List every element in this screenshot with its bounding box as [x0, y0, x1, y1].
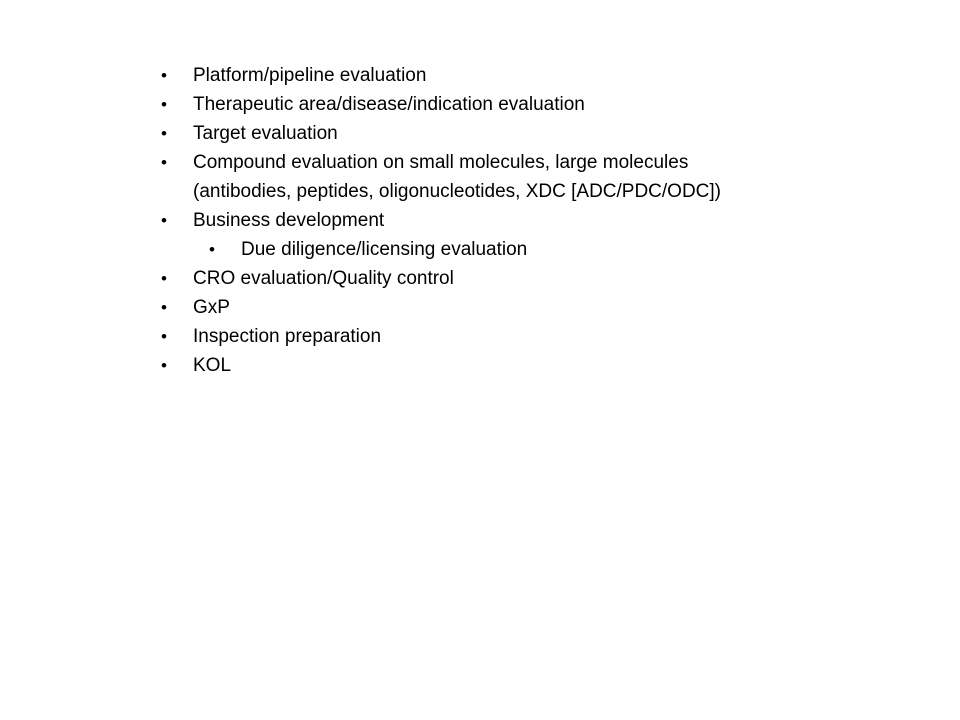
- list-item-business-development: [160, 206, 833, 235]
- bullet-icon: •: [161, 298, 167, 317]
- bullet-icon: •: [161, 95, 167, 114]
- list-item-platform-pipeline: [160, 61, 833, 90]
- bullet-icon: •: [161, 124, 167, 143]
- list-item-text: Therapeutic area/disease/indication evaluation: [193, 94, 585, 115]
- bullet-icon: •: [161, 356, 167, 375]
- list-item-text: Inspection preparation: [193, 326, 382, 347]
- list-item-text: Target evaluation: [193, 123, 338, 144]
- list-item-cro-evaluation: [160, 264, 833, 293]
- list-item-therapeutic-area: [160, 90, 833, 119]
- list-item-text: GxP: [193, 297, 230, 318]
- bullet-list: [160, 61, 841, 380]
- list-item-target-evaluation: [160, 119, 833, 148]
- list-item-gxp: [160, 293, 833, 322]
- bullet-icon: •: [209, 240, 215, 259]
- list-item-inspection-preparation: [160, 322, 833, 351]
- list-item-text-line-2: (antibodies, peptides, oligonucleotides, XDC [ADC/PDC/ODC]): [193, 181, 722, 202]
- list-item-text: Due diligence/licensing evaluation: [241, 239, 528, 260]
- list-item-kol: [160, 351, 833, 380]
- bullet-icon: •: [161, 66, 167, 85]
- bullet-icon: •: [161, 153, 167, 172]
- list-item-text: Platform/pipeline evaluation: [193, 65, 427, 86]
- bullet-icon: •: [161, 327, 167, 346]
- list-item-text: CRO evaluation/Quality control: [193, 268, 454, 289]
- list-item-text: Business development: [193, 210, 385, 231]
- list-item-text: KOL: [193, 355, 232, 376]
- bullet-icon: •: [161, 211, 167, 230]
- bullet-icon: •: [161, 269, 167, 288]
- list-item-compound-evaluation: [160, 148, 833, 206]
- sub-list-item-due-diligence: [160, 235, 841, 264]
- list-item-text-line-1: Compound evaluation on small molecules, large molecules: [193, 152, 689, 173]
